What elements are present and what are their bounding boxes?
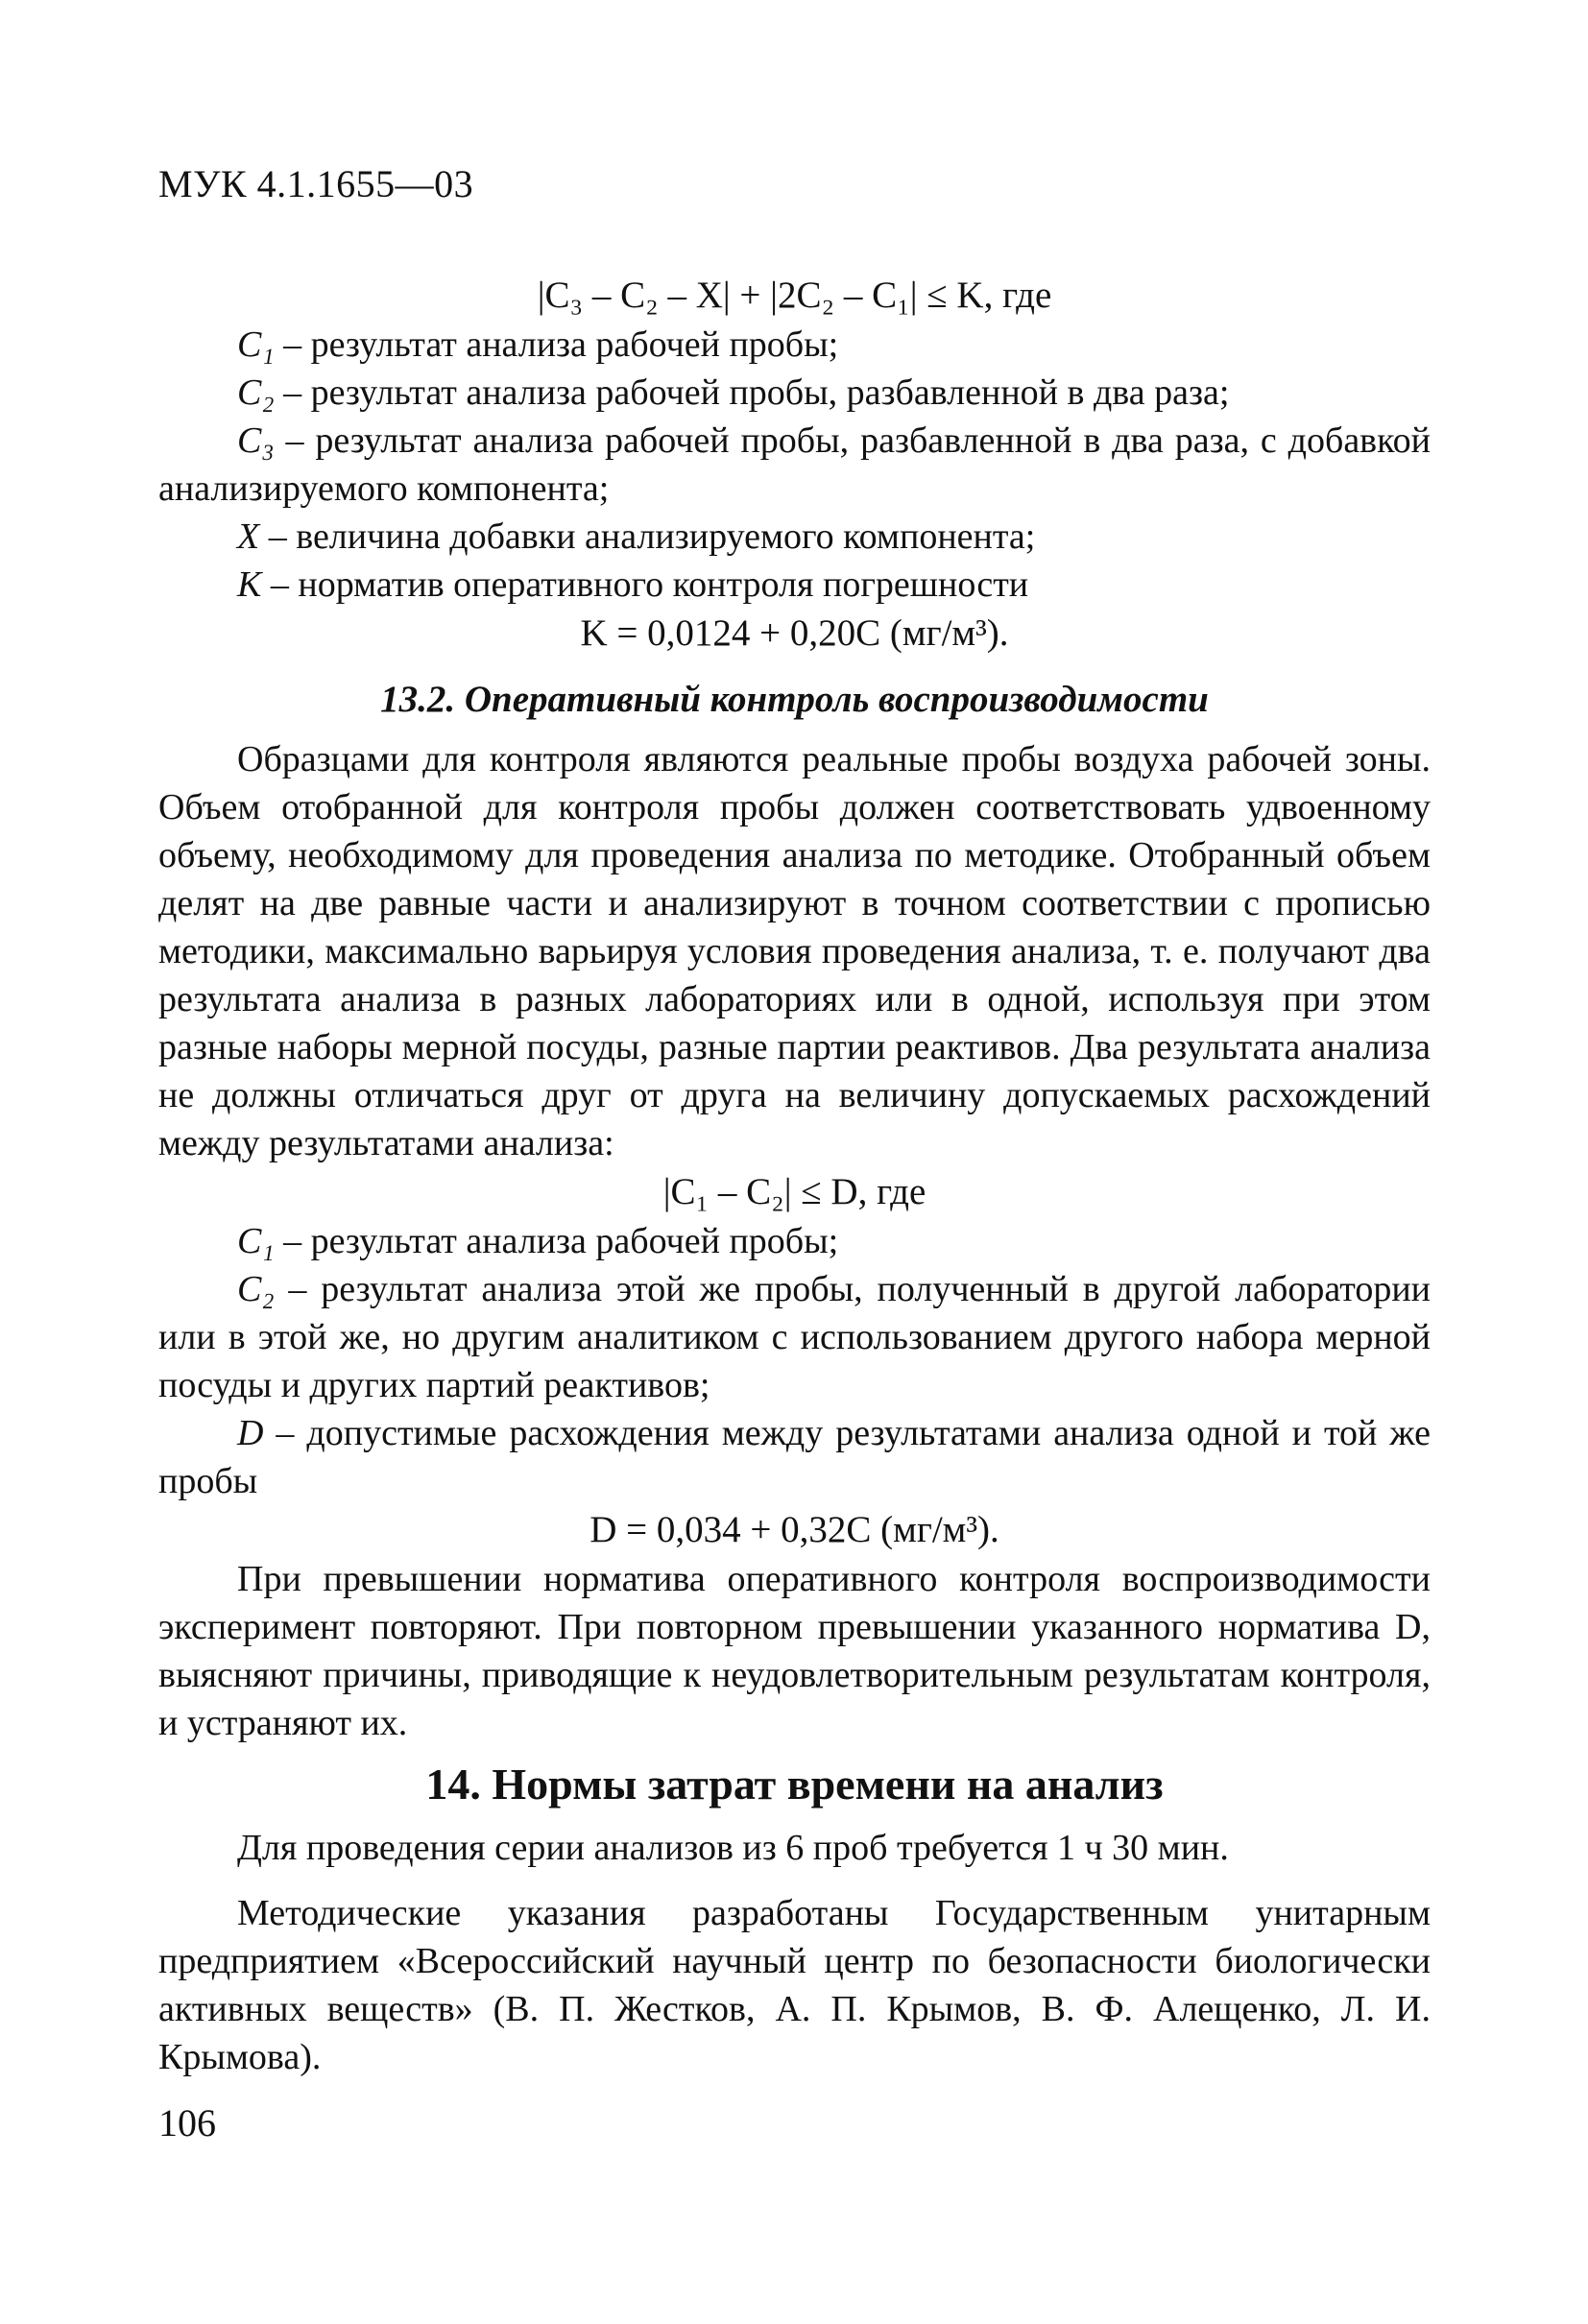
formula-k-norm: K = 0,0124 + 0,20C (мг/м³). bbox=[580, 612, 1009, 654]
symbol: D bbox=[237, 1413, 264, 1453]
definition-c1-repro bbox=[158, 1217, 1431, 1265]
definition-c2 bbox=[158, 369, 1431, 417]
definition-text: – норматив оперативного контроля погрешности bbox=[261, 564, 1029, 605]
formula-d-norm: D = 0,034 + 0,32C (мг/м³). bbox=[589, 1509, 999, 1550]
formula-reproducibility-check: |C₁ – C₂| ≤ D, где bbox=[662, 1171, 926, 1212]
paragraph-time-norms: Для проведения серии анализов из 6 проб требуется 1 ч 30 мин. bbox=[237, 1828, 1229, 1868]
section-heading-14: 14. Нормы затрат времени на анализ bbox=[425, 1760, 1164, 1809]
symbol: X bbox=[237, 516, 260, 557]
definition-text: – результат анализа рабочей пробы; bbox=[274, 1221, 839, 1261]
definition-text: – результат анализа рабочей пробы; bbox=[274, 324, 839, 365]
document-code: МУК 4.1.1655—03 bbox=[158, 162, 474, 205]
definition-c1 bbox=[158, 321, 1431, 369]
formula-accuracy-check: |C₃ – C₂ – X| + |2C₂ – C₁| ≤ K, где bbox=[537, 275, 1052, 316]
definition-text: – результат анализа рабочей пробы, разбавленной в два раза; bbox=[274, 372, 1230, 413]
definition-k bbox=[158, 561, 1431, 609]
page-content bbox=[158, 271, 1431, 2081]
page-number: 106 bbox=[158, 2101, 216, 2144]
definition-c2-repro bbox=[158, 1265, 1431, 1409]
paragraph-exceedance: При превышении норматива оперативного контроля воспроизводимости эксперимент повторяют. При повторном превышении указанного норматива D, выясняют причины, приводящие к неудовлетворительным результатам контроля, и устраняют их. bbox=[158, 1559, 1431, 1743]
symbol: C₁ bbox=[237, 324, 275, 365]
symbol: C₁ bbox=[237, 1221, 275, 1261]
symbol: C₃ bbox=[237, 420, 275, 461]
definition-text: – величина добавки анализируемого компонента; bbox=[259, 516, 1036, 557]
paragraph-authors: Методические указания разработаны Государственным унитарным предприятием «Всероссийский научный центр по безопасности биологически активных веществ» (В. П. Жестков, А. П. Крымов, В. Ф. Алещенко, Л. И. Крымова). bbox=[158, 1893, 1431, 2077]
definition-d bbox=[158, 1409, 1431, 1505]
definition-c3 bbox=[158, 417, 1431, 513]
definition-text: – допустимые расхождения между результатами анализа одной и той же пробы bbox=[158, 1413, 1431, 1501]
symbol: C₂ bbox=[237, 1269, 275, 1309]
definition-text: – результат анализа этой же пробы, полученный в другой лаборатории или в этой же, но другим аналитиком с использованием другого набора мерной посуды и других партий реактивов; bbox=[158, 1269, 1431, 1405]
definition-x bbox=[158, 513, 1431, 561]
section-heading-13-2: 13.2. Оперативный контроль воспроизводимости bbox=[380, 679, 1209, 720]
paragraph-reproducibility: Образцами для контроля являются реальные пробы воздуха рабочей зоны. Объем отобранной для контроля пробы должен соответствовать удвоенному объему, необходимому для проведения анализа по методике. Отобранный объем делят на две равные части и анализируют в точном соответствии с прописью методики, максимально варьируя условия проведения анализа, т. е. получают два результата анализа в разных лабораториях или в одной, используя при этом разные наборы мерной посуды, разные партии реактивов. Два результата анализа не должны отличаться друг от друга на величину допускаемых расхождений между результатами анализа: bbox=[158, 739, 1431, 1163]
symbol: K bbox=[237, 564, 262, 605]
symbol: C₂ bbox=[237, 372, 275, 413]
definition-text: – результат анализа рабочей пробы, разбавленной в два раза, с добавкой анализируемого компонента; bbox=[158, 420, 1431, 509]
